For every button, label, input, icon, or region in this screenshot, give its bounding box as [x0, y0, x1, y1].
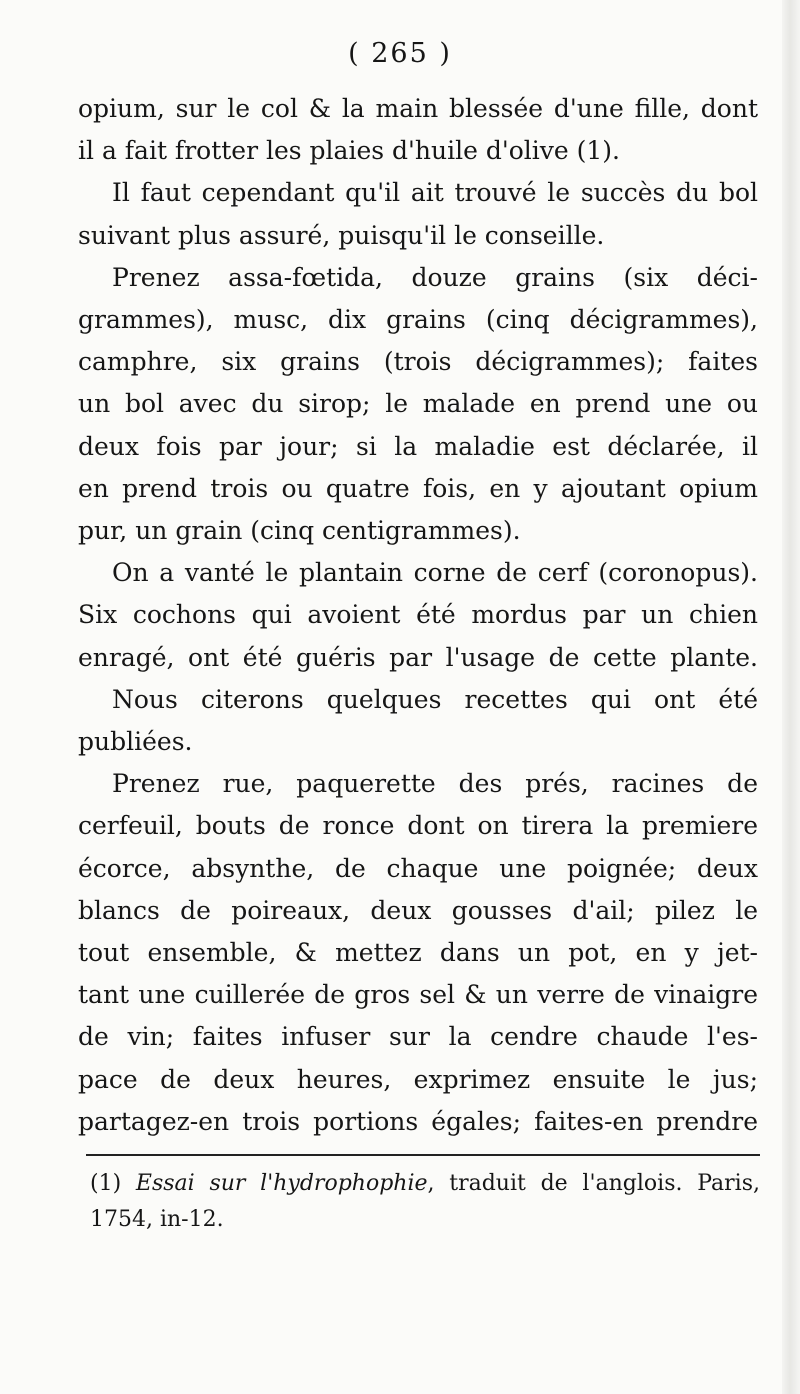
- body-line: deux fois par jour; si la maladie est déclarée, il: [78, 431, 758, 461]
- body-line: On a vanté le plantain corne de cerf (coronopus).: [112, 558, 758, 588]
- footnote-title: Essai sur l'hydrophophie: [135, 1171, 428, 1196]
- body-line: camphre, six grains (trois décigrammes); faites: [78, 347, 758, 377]
- body-line: tant une cuillerée de gros sel & un verre de vinaigre: [78, 980, 758, 1010]
- body-line: grammes), musc, dix grains (cinq décigrammes),: [78, 305, 758, 335]
- footnote-marker: (1): [90, 1171, 122, 1196]
- body-line: Six cochons qui avoient été mordus par un chien: [78, 600, 758, 630]
- body-line: suivant plus assuré, puisqu'il le conseille.: [78, 220, 605, 250]
- body-line: il a fait frotter les plaies d'huile d'olive (1).: [78, 136, 620, 166]
- body-line: tout ensemble, & mettez dans un pot, en y jet-: [78, 938, 758, 968]
- footnote-line-2: 1754, in-12.: [90, 1207, 224, 1232]
- page-number: ( 265 ): [348, 38, 452, 69]
- body-line: Prenez assa-fœtida, douze grains (six déci-: [112, 262, 758, 292]
- body-line: Nous citerons quelques recettes qui ont été: [112, 684, 758, 714]
- body-line: écorce, absynthe, de chaque une poignée; deux: [78, 853, 758, 883]
- body-line: opium, sur le col & la main blessée d'une fille, dont: [78, 94, 758, 123]
- body-line: blancs de poireaux, deux gousses d'ail; pilez le: [78, 895, 758, 925]
- body-line: en prend trois ou quatre fois, en y ajoutant opium: [78, 473, 758, 503]
- body-text: [78, 88, 758, 1143]
- body-line: pur, un grain (cinq centigrammes).: [78, 516, 521, 546]
- footnote-line-1: [90, 1166, 760, 1202]
- body-line: un bol avec du sirop; le malade en prend une ou: [78, 389, 758, 419]
- body-line: de vin; faites infuser sur la cendre chaude l'es-: [78, 1022, 758, 1052]
- body-line: Prenez rue, paquerette des prés, racines de: [112, 769, 758, 799]
- page-edge-shadow: [782, 0, 800, 1394]
- body-line: partagez-en trois portions égales; faites-en prendre: [78, 1106, 758, 1136]
- body-line: Il faut cependant qu'il ait trouvé le succès du bol: [112, 178, 758, 208]
- footnote-citation: , traduit de l'anglois. Paris,: [427, 1171, 760, 1196]
- footnote-divider: [86, 1154, 760, 1156]
- body-line: pace de deux heures, exprimez ensuite le jus;: [78, 1064, 758, 1094]
- body-line: cerfeuil, bouts de ronce dont on tirera la premiere: [78, 811, 758, 841]
- body-line: publiées.: [78, 727, 193, 757]
- footnote: [90, 1166, 760, 1238]
- body-line: enragé, ont été guéris par l'usage de cette plante.: [78, 642, 758, 672]
